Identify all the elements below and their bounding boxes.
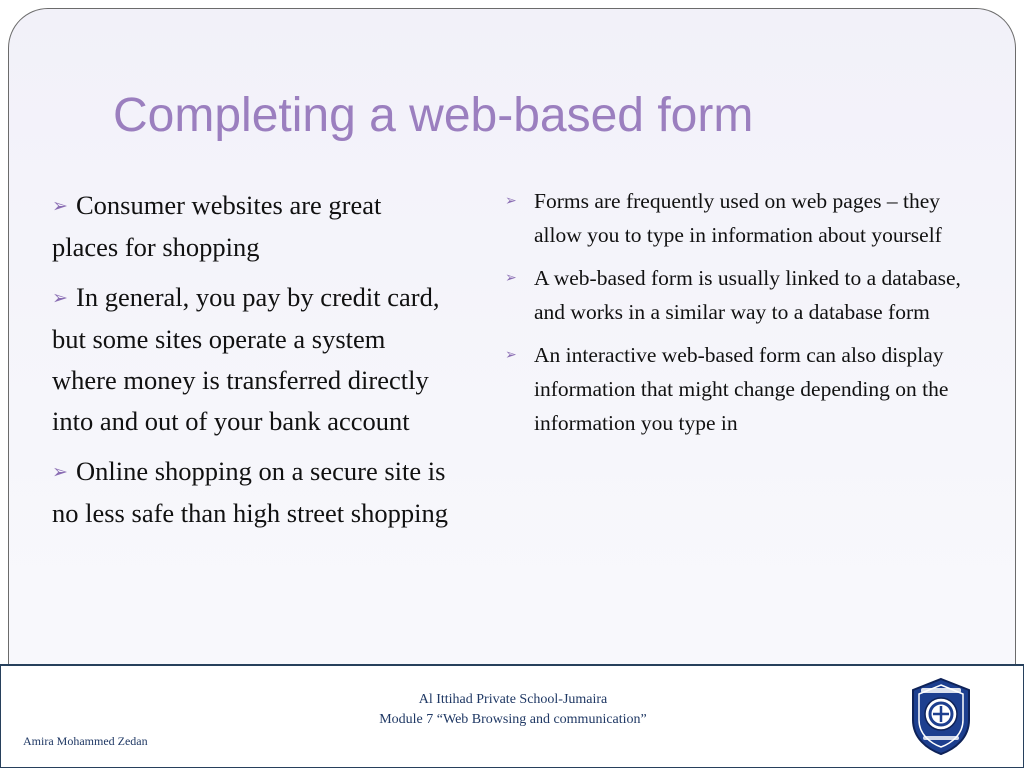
bullet-item	[52, 451, 452, 534]
left-bullet-list	[52, 185, 452, 543]
module-name: Module 7 “Web Browsing and communication”	[379, 712, 647, 727]
bullet-item	[52, 277, 452, 442]
arrow-bullet-icon: ➢	[505, 193, 517, 209]
school-name: Al Ittihad Private School-Jumaira	[418, 692, 608, 707]
school-crest-icon	[907, 676, 975, 756]
arrow-bullet-icon: ➢	[52, 461, 68, 483]
bullet-text: Forms are frequently used on web pages – they allow you to type in information about yourself	[534, 189, 942, 247]
arrow-bullet-icon: ➢	[52, 195, 68, 217]
bullet-item	[52, 185, 452, 268]
arrow-bullet-icon: ➢	[52, 287, 68, 309]
bullet-text: An interactive web-based form can also display information that might change depending on the information you type in	[534, 343, 949, 435]
slide-footer	[0, 664, 1024, 768]
footer-caption	[313, 690, 713, 730]
bullet-text: Online shopping on a secure site is no less safe than high street shopping	[52, 456, 448, 528]
bullet-item	[505, 184, 975, 252]
bullet-item	[505, 338, 975, 440]
right-bullet-list	[505, 184, 975, 449]
bullet-text: Consumer websites are great places for shopping	[52, 190, 382, 262]
slide-title: Completing a web-based form	[113, 89, 754, 142]
bullet-text: A web-based form is usually linked to a database, and works in a similar way to a database form	[534, 266, 961, 324]
arrow-bullet-icon: ➢	[505, 347, 517, 363]
bullet-text: In general, you pay by credit card, but some sites operate a system where money is transferred directly into and out of your bank account	[52, 282, 440, 436]
bullet-item	[505, 261, 975, 329]
author-name: Amira Mohammed Zedan	[23, 734, 148, 748]
arrow-bullet-icon: ➢	[505, 270, 517, 286]
